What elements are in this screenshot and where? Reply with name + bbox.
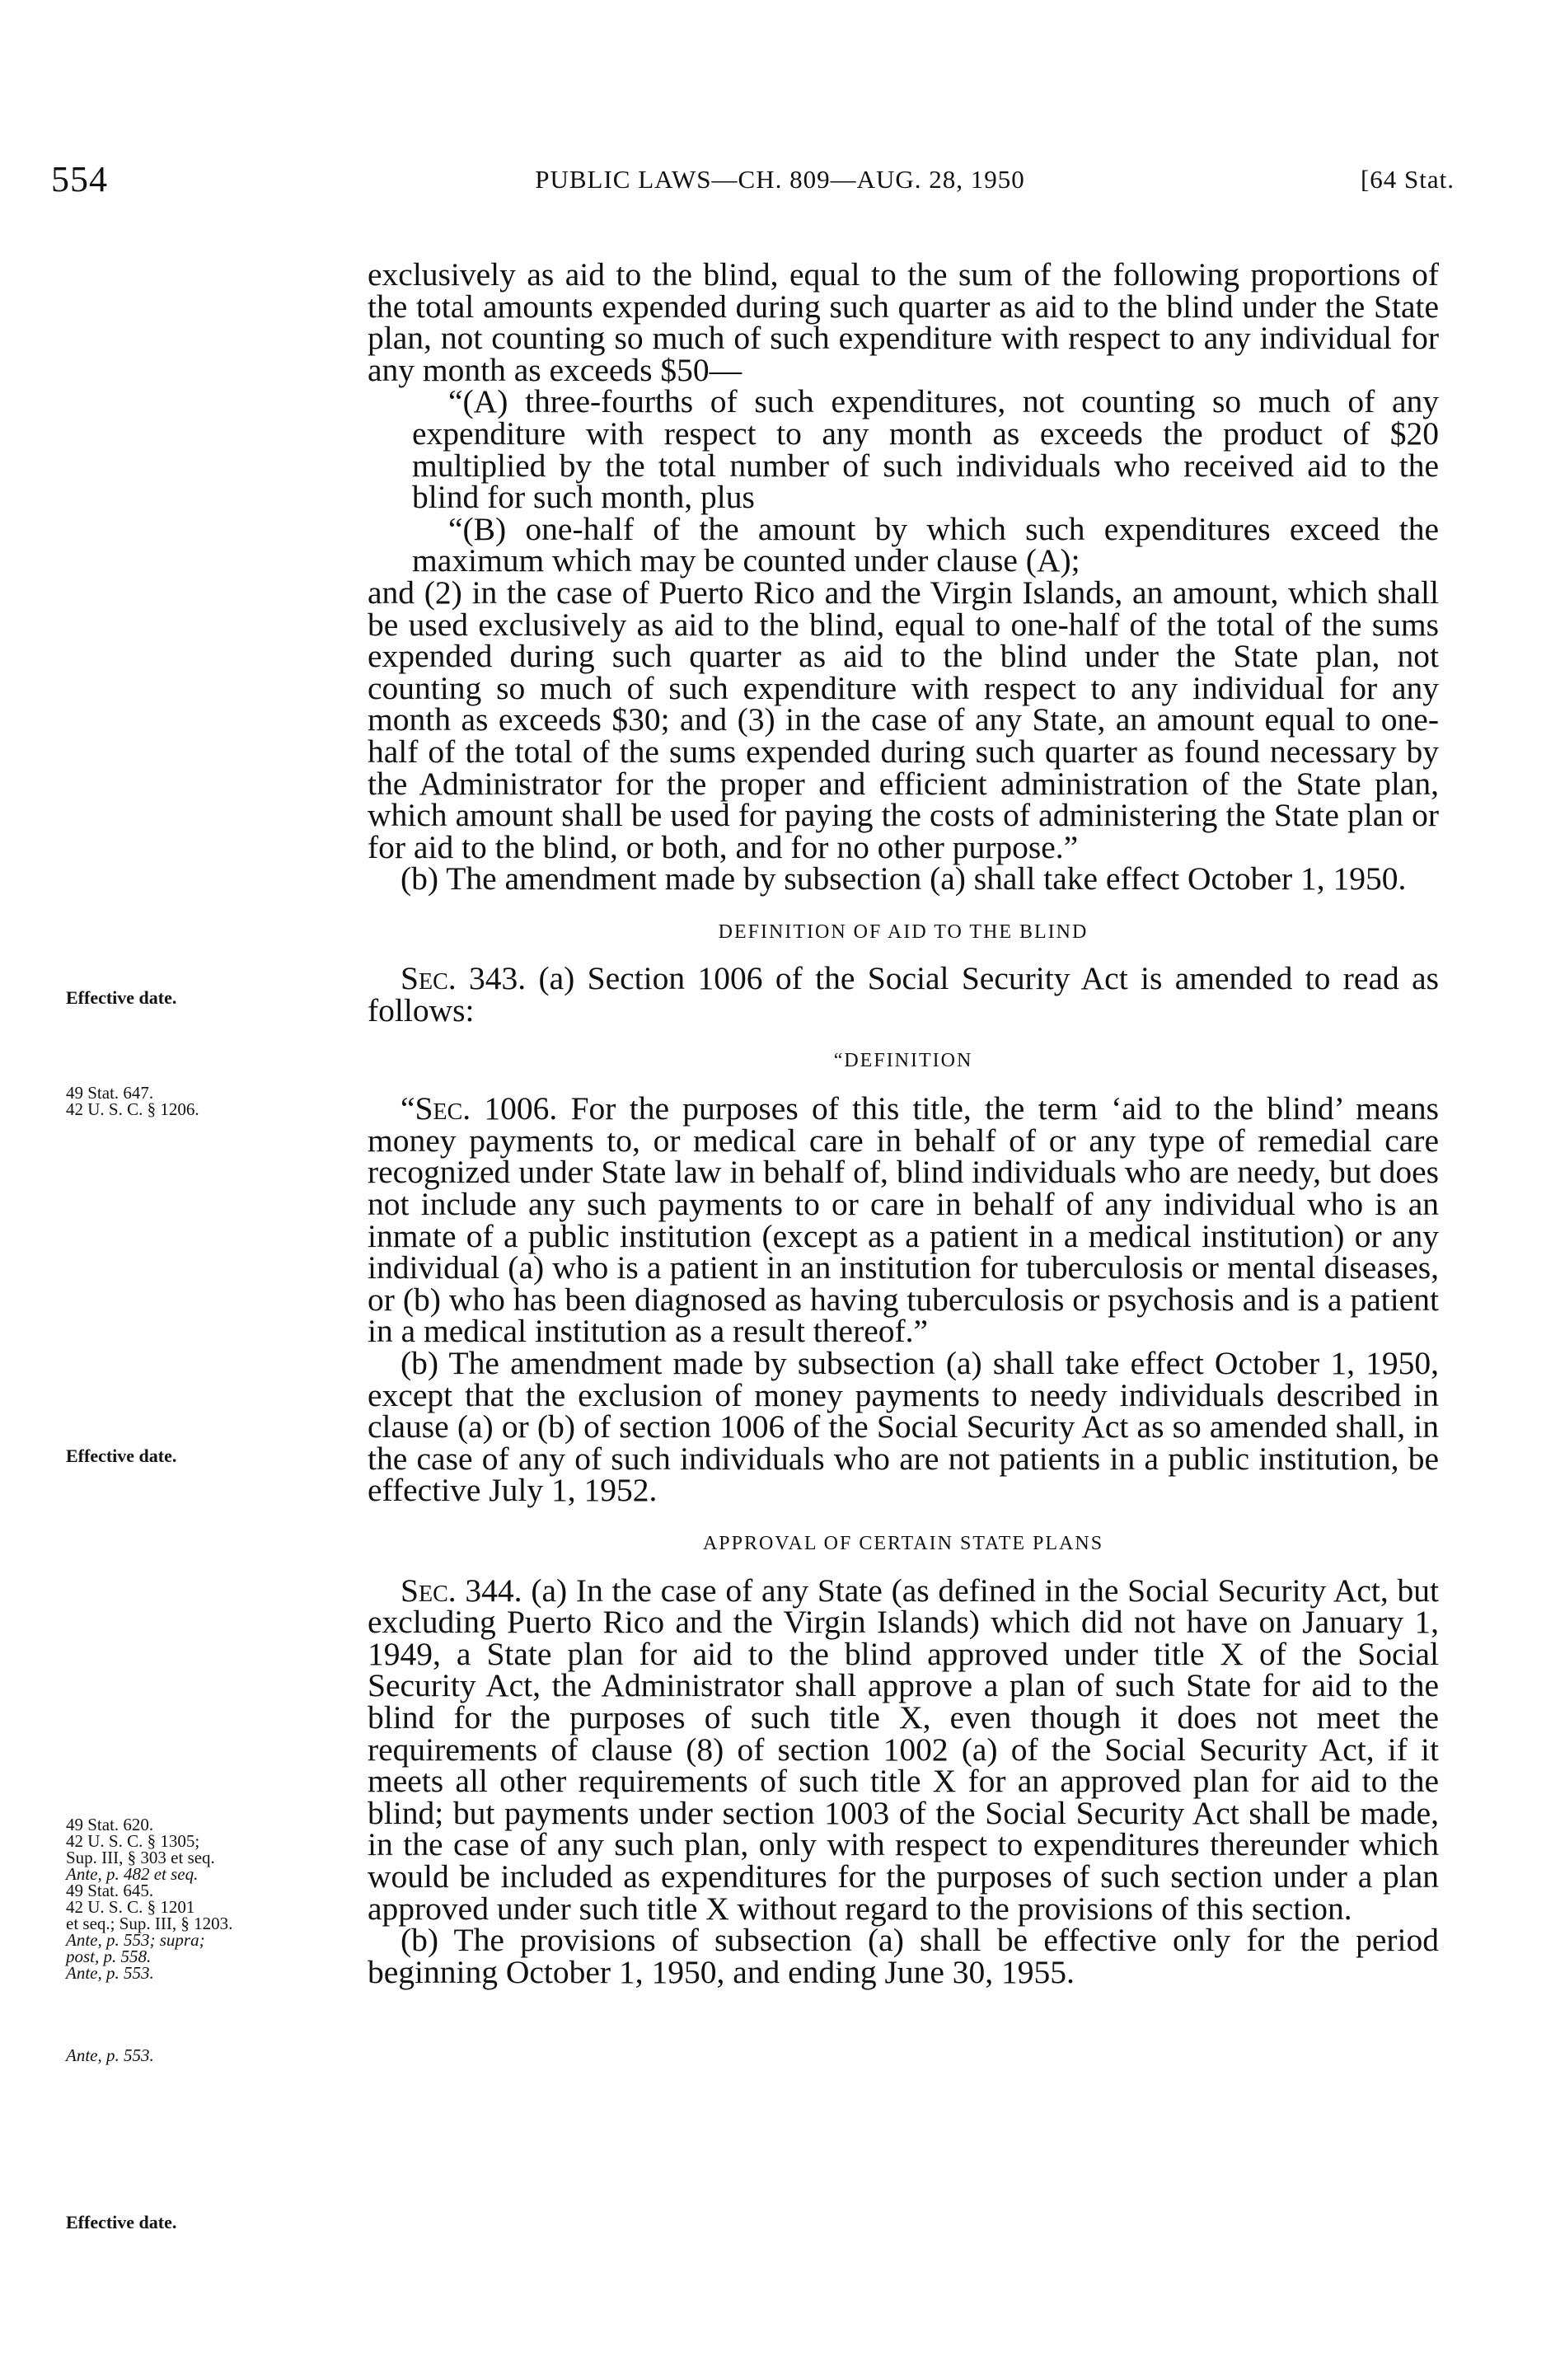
paragraph-and: and (2) in the case of Puerto Rico and the Virgin Islands, an amount, which shall be used exclusively as aid to the blind, equal to one-half of the total of the sums expended during such quarter as aid to the blind under the State plan, not counting so much of such expenditure with respect to any individual for any month as exceeds $30; and (3) in the case of any State, an amount equal to one-half of the total of the sums expended during such quarter as found necessary by the Administrator for the proper and efficient administration of the State plan, which amount shall be used for paying the costs of administering the State plan or for aid to the blind, or both, and for no other purpose.” (368, 574, 1439, 865)
margin-effective-date-3 (66, 2214, 356, 2231)
margin-citation-line: 49 Stat. 620. (66, 1815, 154, 1834)
margin-citation-line: 42 U. S. C. § 1201 (66, 1897, 195, 1917)
section-label: “Sec. 1006. (401, 1090, 558, 1127)
running-title: PUBLIC LAWS—CH. 809—AUG. 28, 1950 (535, 165, 1025, 194)
section-344-b: (b) The provisions of subsection (a) shall be effective only for the period beginning October 1, 1950, and ending June 30, 1955. (368, 1922, 1439, 1990)
section-text: (a) Section 1006 of the Social Security Act is amended to read as follows: (368, 960, 1439, 1029)
section-text: (a) In the case of any State (as defined in the Social Security Act, but excluding Puerto Rico and the Virgin Islands) which did not have on January 1, 1949, a State plan for aid to the blind approved under title X of the Social Security Act, the Administrator shall approve a plan of such State for aid to the blind for the purposes of such title X, even though it does not meet the requirements of clause (8) of section 1002 (a) of the Social Security Act, if it meets all other requirements of such title X for an approved plan for aid to the blind; but payments under section 1003 of the Social Security Act shall be made, in the case of any such plan, only with respect to expenditures thereunder which would be included as expenditures for the purposes of such section under a plan approved under such title X without regard to the provisions of this section. (368, 1572, 1440, 1927)
section-343-b: (b) The amendment made by subsection (a) shall take effect October 1, 1950, except that the exclusion of money payments to needy individuals described in clause (a) or (b) of section 1006 of the Social Security Act as so amended shall, in the case of any of such individuals who are not patients in a public institution, be effective July 1, 1952. (368, 1345, 1439, 1509)
margin-effective-date-1 (66, 989, 356, 1006)
section-343-a (368, 960, 1439, 1029)
section-label: Sec. 343. (401, 960, 527, 997)
section-heading-approval: APPROVAL OF CERTAIN STATE PLANS (702, 1532, 1104, 1554)
page-number: 554 (51, 159, 108, 199)
volume-reference: [64 Stat. (1360, 165, 1455, 194)
section-heading-definition: DEFINITION OF AID TO THE BLIND (718, 921, 1089, 943)
margin-citation-line: 42 U. S. C. § 1206. (66, 1099, 199, 1119)
margin-citation-sec343 (66, 1085, 356, 1117)
subsection-b-effective: (b) The amendment made by subsection (a) shall take effect October 1, 1950. (401, 860, 1407, 897)
section-heading-definition-quote: “DEFINITION (833, 1049, 973, 1071)
margin-citation-line: 49 Stat. 645. (66, 1881, 154, 1900)
margin-citation-ante (66, 2047, 356, 2064)
margin-effective-date-label: Effective date. (66, 987, 177, 1008)
section-344-a (368, 1572, 1440, 1927)
margin-effective-date-label: Effective date. (66, 2212, 177, 2232)
margin-citation-line: Ante, p. 553; supra; (66, 1930, 205, 1950)
clause-a: “(A) three-fourths of such expenditures, not counting so much of any expenditure with respect to any month as exceeds the product of $20 multiplied by the total number of such individuals who received aid to the blind for such month, plus (412, 383, 1439, 516)
section-text: For the purposes of this title, the term ‘aid to the blind’ means money payments to, or medical care in behalf of or any type of remedial care recognized under State law in behalf of, blind individuals who are needy, but does not include any such payments to or care in behalf of any individual who is an inmate of a public institution (except as a patient in a medical institution) or any individual (a) who is a patient in an institution for tuberculosis or mental diseases, or (b) who has been diagnosed as having tuberculosis or psychosis and is a patient in a medical institution as a result thereof.” (368, 1090, 1440, 1350)
margin-citation-line: post, p. 558. (66, 1947, 152, 1966)
margin-citation-line: Sup. III, § 303 et seq. (66, 1848, 215, 1867)
statute-body (368, 256, 1440, 1990)
margin-citation-line: Ante, p. 553. (66, 2045, 154, 2065)
page-header (0, 0, 1560, 115)
margin-effective-date-label: Effective date. (66, 1445, 177, 1466)
margin-citation-line: Ante, p. 553. (66, 1963, 154, 1983)
margin-citation-line: 49 Stat. 647. (66, 1083, 154, 1103)
margin-citation-line: 42 U. S. C. § 1305; (66, 1831, 200, 1851)
section-1006 (368, 1090, 1440, 1350)
margin-citation-line: et seq.; Sup. III, § 1203. (66, 1914, 233, 1933)
margin-citation-sec344 (66, 1816, 356, 1981)
paragraph-intro: exclusively as aid to the blind, equal to the sum of the following proportions of the total amounts expended during such quarter as aid to the blind under the State plan, not counting so much of such expenditure with respect to any individual for any month as exceeds $50— (368, 256, 1439, 388)
margin-effective-date-2 (66, 1447, 356, 1464)
clause-b: “(B) one-half of the amount by which such expenditures exceed the maximum which may be counted under clause (A); (412, 510, 1439, 579)
section-label: Sec. 344. (401, 1572, 522, 1609)
margin-citation-line: Ante, p. 482 et seq. (66, 1864, 199, 1884)
